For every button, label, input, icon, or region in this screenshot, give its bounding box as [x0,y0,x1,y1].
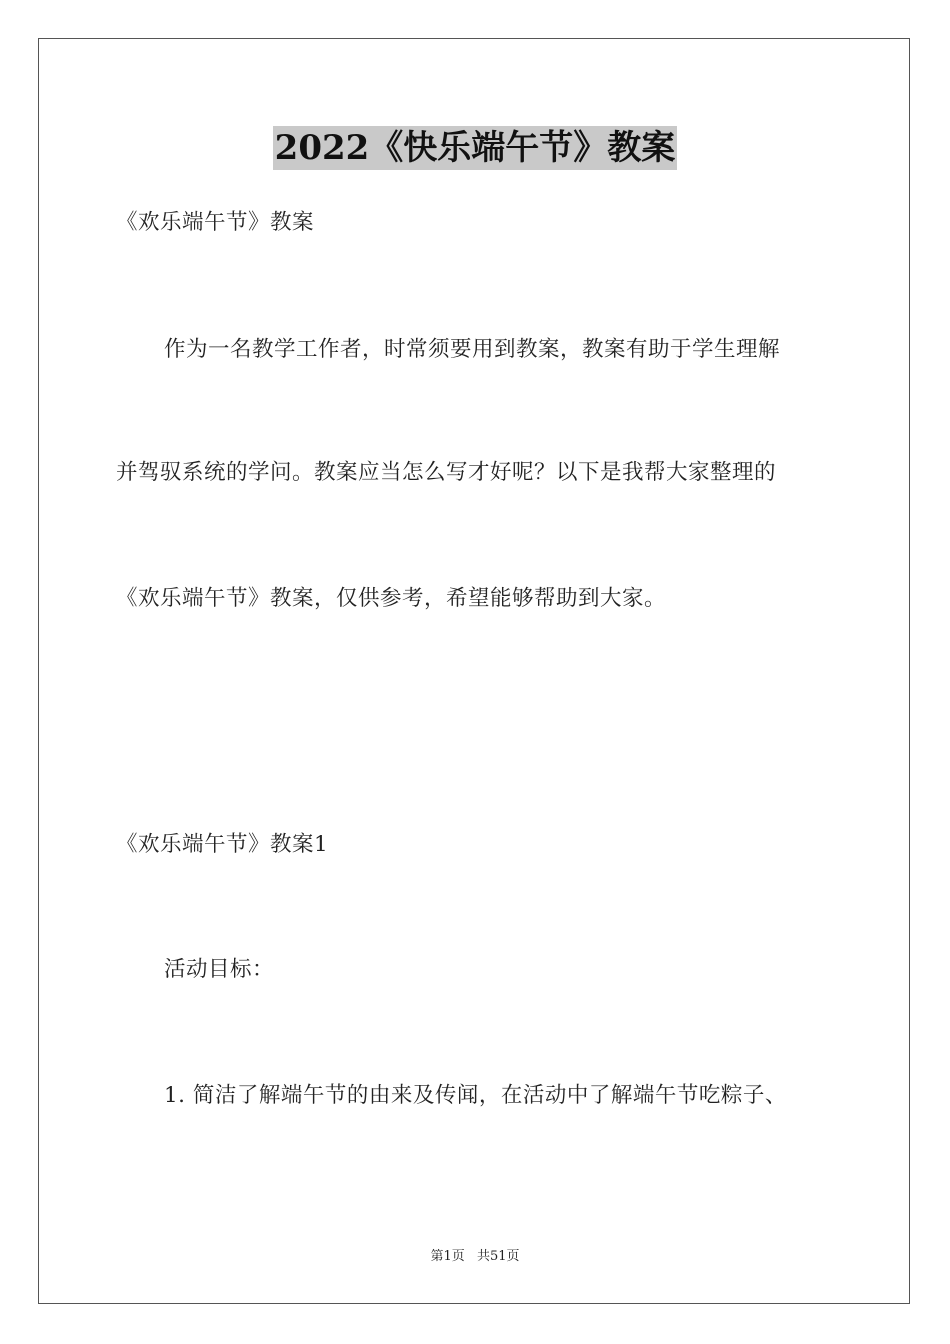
document-title-wrap [0,126,950,170]
page-number: 第1页 [430,1249,465,1264]
paragraph-line-1: 作为一名教学工作者，时常须要用到教案，教案有助于学生理解 [164,337,781,362]
paragraph-line-2: 并驾驭系统的学问。教案应当怎么写才好呢？以下是我帮大家整理的 [116,460,777,485]
activity-goals-label: 活动目标： [164,957,275,982]
subtitle-line: 《欢乐端午节》教案 [116,210,315,235]
page-total: 共51页 [476,1249,520,1264]
paragraph-line-3: 《欢乐端午节》教案，仅供参考，希望能够帮助到大家。 [116,586,667,611]
page-footer [0,1245,950,1264]
document-title: 2022《快乐端午节》教案 [274,128,676,168]
goal-item-1: 1. 简洁了解端午节的由来及传闻，在活动中了解端午节吃粽子、 [164,1083,787,1108]
section-heading: 《欢乐端午节》教案1 [116,832,329,857]
